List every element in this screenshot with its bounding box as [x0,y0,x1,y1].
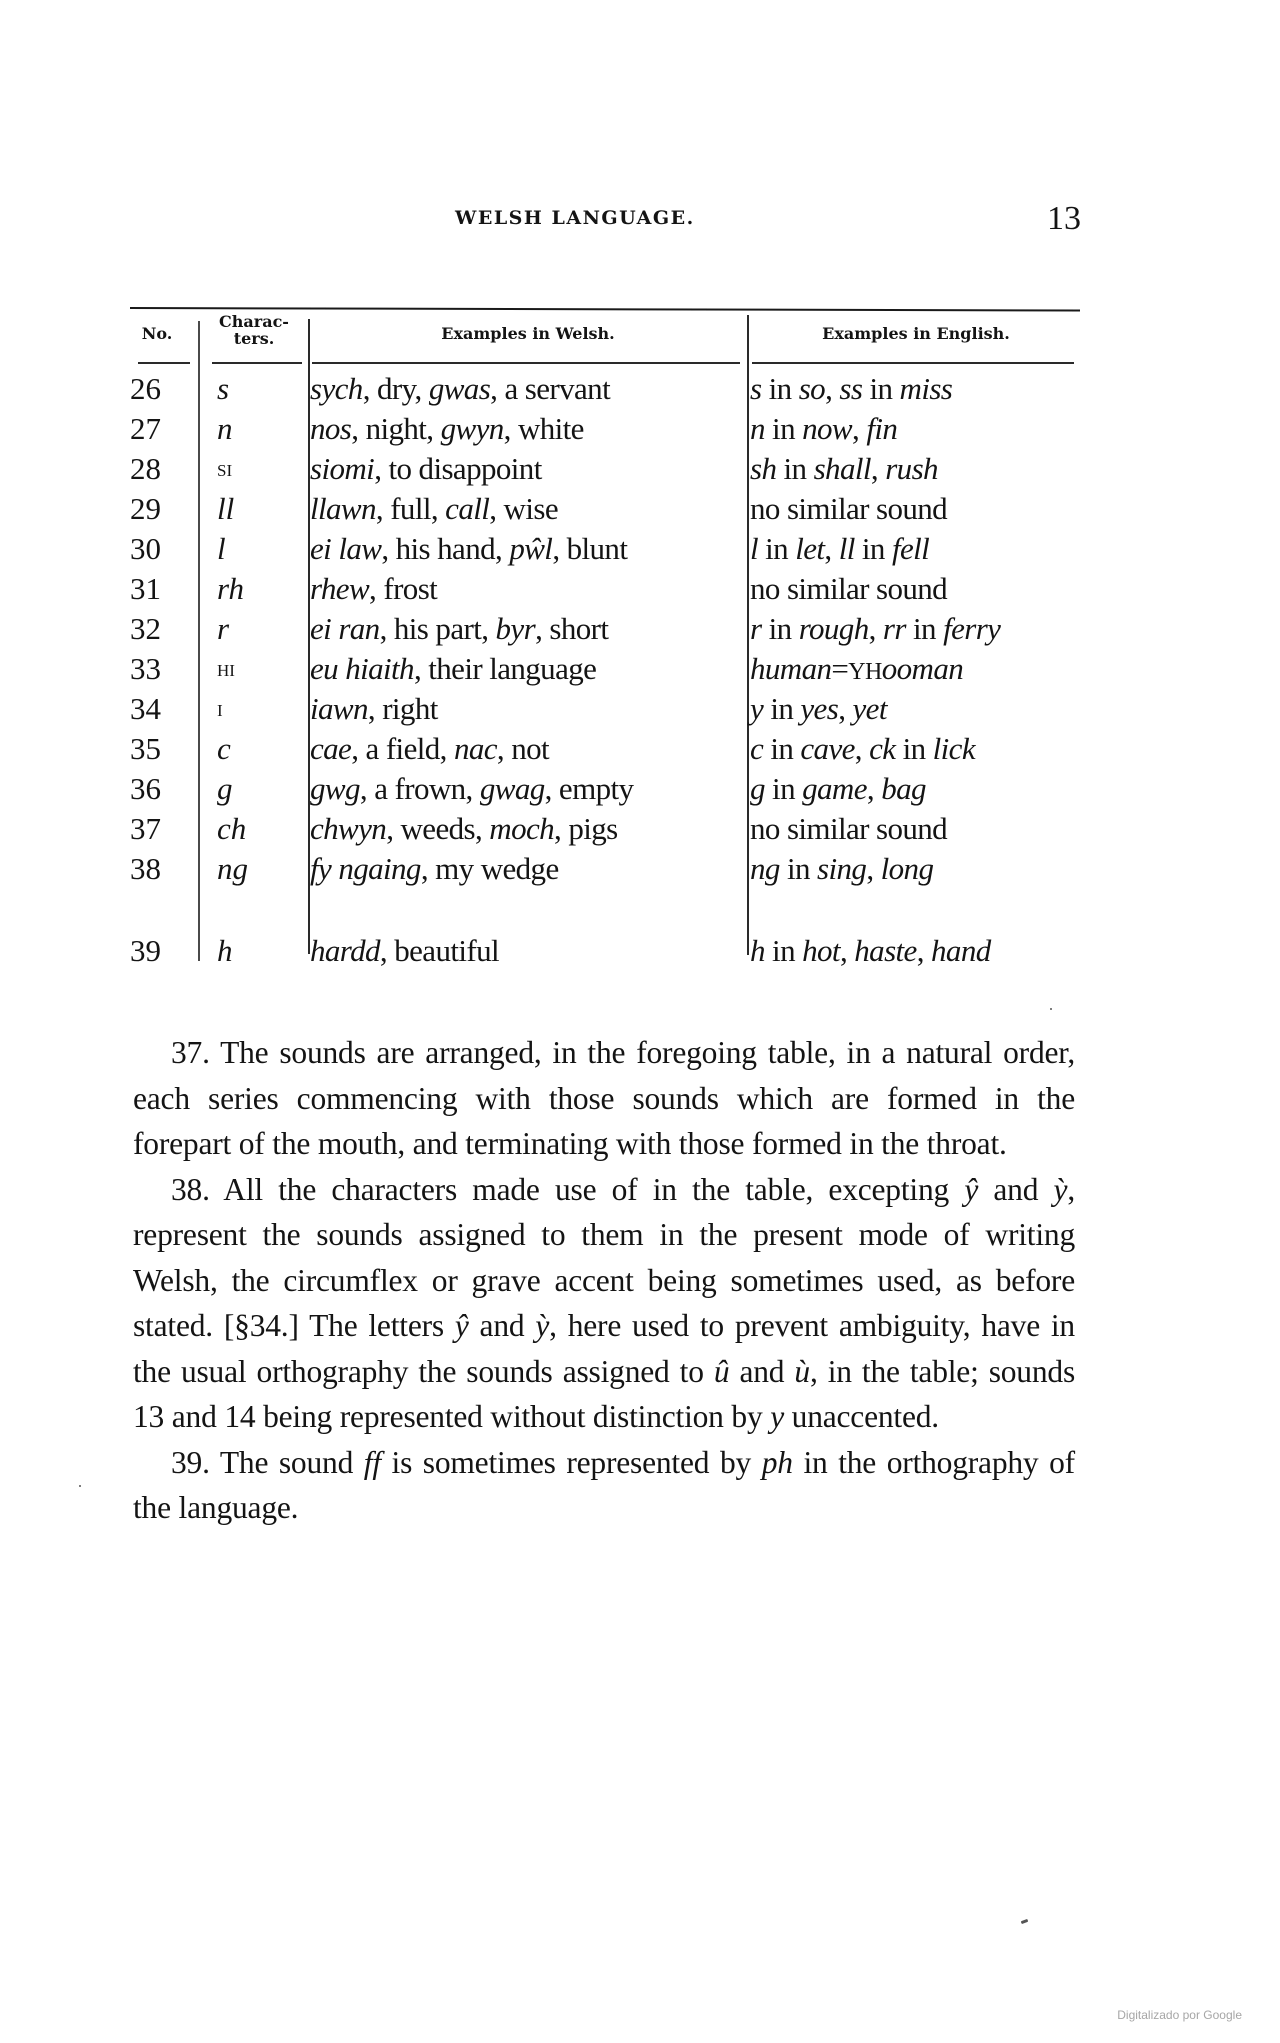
italic-run: ŷ [964,1171,979,1207]
italic-run: y [750,691,764,726]
welsh-example [310,449,742,489]
italic-run: gwg [310,771,360,806]
italic-run: fell [891,531,930,566]
english-example [750,409,1080,449]
italic-run: shall [813,451,871,486]
english-example [750,931,1080,971]
italic-run: byr [495,611,536,646]
text-run: , [824,531,839,566]
italic-run: long [880,851,934,886]
text-run: , [825,371,840,406]
character: r [217,611,230,646]
italic-run: ph [761,1444,793,1480]
italic-run: ff [363,1444,381,1480]
italic-run: miss [899,371,953,406]
table-row [130,809,1080,849]
text-run: unaccented. [783,1399,939,1434]
italic-run: ferry [943,611,1001,646]
text-run: , a field, [351,731,454,766]
scan-speck [1050,1008,1052,1010]
character: ll [217,491,235,526]
italic-run: gwag [479,771,545,806]
text-run: , my wedge [420,851,559,886]
welsh-example [310,649,742,689]
header-rule [312,362,740,364]
italic-run: human [750,651,832,686]
header-rule [138,362,190,364]
italic-run: haste [854,933,917,968]
text-run: in [763,731,801,766]
italic-run: cae [310,731,352,766]
text-run: , white [503,411,584,446]
english-example [750,809,1080,849]
text-run: 38. All the characters made use of in the table, excepting [171,1171,965,1207]
sound-number: 33 [130,651,161,686]
italic-run: ng [750,851,780,886]
text-run: , night, [351,411,441,446]
header-characters-line2: ters. [233,329,275,348]
sound-number: 30 [130,531,161,566]
table-row [130,769,1080,809]
table-row [130,409,1080,449]
character: rh [217,571,245,606]
scan-speck [1021,1919,1029,1924]
italic-run: rough [798,611,869,646]
italic-run: ei law [310,531,382,566]
text-run: , [866,851,881,886]
welsh-example [310,809,742,849]
italic-run: ooman [881,651,964,686]
italic-run: y [770,1399,784,1434]
table-row [130,689,1080,729]
text-run: , here used to prevent ambiguity, have in the usual orthography the sounds assigned to [133,1308,1075,1389]
text-run: in [761,371,799,406]
italic-run: g [750,771,765,806]
header-rule [212,362,302,364]
italic-run: lick [932,731,975,766]
paragraph [133,1167,1075,1440]
welsh-example [310,609,742,649]
text-run: and [729,1353,795,1389]
text-run: in [905,611,944,646]
english-example [750,609,1080,649]
sounds-table [130,307,1080,987]
italic-run: eu hiaith [310,651,414,686]
table-row [130,609,1080,649]
english-example [750,689,1080,729]
welsh-example [310,729,742,769]
text-run: in [764,933,803,968]
character: ch [217,811,247,846]
text-run: , beautiful [379,933,500,968]
text-run: , [916,933,932,968]
italic-run: pŵl [509,531,553,566]
text-run: , blunt [552,531,628,566]
italic-run: call [445,491,490,526]
character: h [217,933,233,968]
english-example [750,569,1080,609]
sound-number: 26 [130,371,161,406]
italic-run: yet [852,691,887,726]
italic-run: hot [802,933,840,968]
text-run: in [895,731,933,766]
welsh-example [310,689,742,729]
italic-run: sh [750,451,777,486]
text-run: in the orthography of the language. [133,1444,1075,1525]
header-characters-line1: Charac- [219,312,289,331]
italic-run: rhew [310,571,370,606]
english-example [750,369,1080,409]
text-run: , his part, [379,611,496,646]
sound-number: 34 [130,691,161,726]
text-run: in [758,531,796,566]
text-run: , in the table; sounds 13 and 14 being represented without distinction by [133,1353,1076,1434]
text-run: , [870,451,886,486]
text-run: , [838,691,853,726]
text-run: 37. The sounds are arranged, in the foregoing table, in a natural order, each series commencing with those sounds which are formed in the forepart of the mouth, and terminating with those formed in the throat. [133,1035,1075,1161]
table-row [130,849,1080,889]
character: si [217,456,233,482]
text-run: , right [367,691,438,726]
text-run: 39. The sound [171,1444,364,1480]
italic-run: cave [800,731,855,766]
header-english: Examples in English. [822,324,1010,343]
sound-number: 38 [130,851,161,886]
text-run: = [831,651,849,686]
italic-run: siomi [310,451,375,486]
sound-number: 35 [130,731,161,766]
text-run: in [764,411,803,446]
paragraph [133,1030,1075,1167]
table-top-rule [130,307,1080,311]
sound-number: 36 [130,771,161,806]
italic-run: h [750,933,765,968]
english-example [750,849,1080,889]
italic-run: l [750,531,759,566]
header-rule [752,362,1074,364]
text-run: in [779,851,818,886]
english-example [750,729,1080,769]
table-row [130,729,1080,769]
italic-run: n [750,411,765,446]
text-run: and [978,1171,1054,1207]
italic-run: c [750,731,764,766]
italic-run: r [750,611,762,646]
scan-speck [79,1485,81,1487]
table-row [130,649,1080,689]
italic-run: chwyn [310,811,387,846]
text-run: , wise [489,491,558,526]
italic-run: moch [489,811,555,846]
italic-run: llawn [310,491,376,526]
italic-run: now [802,411,853,446]
italic-run: fin [866,411,898,446]
italic-run: so [798,371,826,406]
italic-run: û [713,1353,730,1389]
text-run: is sometimes represented by [380,1444,762,1480]
italic-run: ss [839,371,863,406]
text-run: , his hand, [381,531,510,566]
text-run: , full, [375,491,446,526]
text-run: , frost [369,571,438,606]
text-run: in [764,771,803,806]
text-run: and [468,1308,536,1343]
italic-run: hardd [310,933,380,968]
page-number: 13 [1047,200,1081,237]
table-row [130,369,1080,409]
text-run: , [866,771,882,806]
text-run: , to disappoint [374,451,542,486]
welsh-example [310,489,742,529]
text-run: , not [496,731,550,766]
italic-run: rush [885,451,938,486]
text-run: , a frown, [359,771,480,806]
italic-run: nac [453,731,497,766]
italic-run: iawn [310,691,368,726]
welsh-example [310,569,742,609]
table-row [130,489,1080,529]
italic-run: gwyn [440,411,504,446]
italic-run: yes [800,691,839,726]
text-run: , [854,731,870,766]
header-welsh: Examples in Welsh. [441,324,615,343]
character: ng [217,851,248,886]
text-run: in [854,531,892,566]
character: c [217,731,231,766]
character: n [217,411,233,446]
sound-number: 29 [130,491,161,526]
sound-number: 37 [130,811,161,846]
italic-run: ỳ [1053,1171,1068,1207]
italic-run: let [795,531,825,566]
text-run: in [761,611,799,646]
character: l [217,531,226,566]
text-run: , pigs [554,811,618,846]
english-example [750,529,1080,569]
table-row [130,569,1080,609]
text-run: , short [535,611,609,646]
sound-number: 28 [130,451,161,486]
welsh-example [310,769,742,809]
sound-number: 32 [130,611,161,646]
header-no: No. [141,324,173,343]
italic-run: gwas [428,371,491,406]
character: i [217,696,223,722]
welsh-example [310,409,742,449]
text-run: in [763,691,801,726]
italic-run: ei ran [310,611,380,646]
italic-run: ŷ [454,1308,469,1343]
italic-run: game [802,771,867,806]
text-run: no similar sound [750,811,948,846]
scan-attribution: Digitalizado por Google [1117,2008,1242,2022]
italic-run: sych [310,371,363,406]
text-run: , [868,611,883,646]
character: hi [217,656,235,682]
italic-run: ll [838,531,855,566]
italic-run: bag [881,771,926,806]
italic-run: hand [931,933,991,968]
text-run: , dry, [362,371,429,406]
header-characters [202,313,306,347]
english-example [750,769,1080,809]
italic-run: sing [817,851,867,886]
italic-run: rr [882,611,906,646]
table-row [130,449,1080,489]
table-row [130,931,1080,971]
text-run: , [852,411,867,446]
text-run: , [839,933,855,968]
italic-run: ù [794,1353,810,1389]
english-example [750,449,1080,489]
text-run: in [776,451,814,486]
sound-number: 27 [130,411,161,446]
text-run: YH [848,659,882,685]
english-example [750,489,1080,529]
character: s [217,371,230,406]
text-run: no similar sound [750,491,948,526]
text-run: no similar sound [750,571,948,606]
italic-run: s [750,371,762,406]
table-row [130,529,1080,569]
italic-run: fy ngaing [310,851,421,886]
sound-number: 39 [130,933,161,968]
text-run: , weeds, [386,811,490,846]
text-run: , empty [544,771,634,806]
paragraph [133,1440,1075,1531]
italic-run: nos [310,411,352,446]
welsh-example [310,849,742,889]
running-head: WELSH LANGUAGE. [455,207,695,229]
text-run: , a servant [490,371,611,406]
welsh-example [310,369,742,409]
text-run: in [862,371,900,406]
english-example [750,649,1080,692]
character: g [217,771,233,806]
welsh-example [310,529,742,569]
text-run: , represent the sounds assigned to them in the present mode of writing Welsh, the circumflex or grave accent being sometimes used, as before stated. [§34.] The letters [133,1171,1075,1343]
body-text [133,1030,1075,1531]
sound-number: 31 [130,571,161,606]
text-run: , their language [413,651,597,686]
italic-run: ck [869,731,896,766]
welsh-example [310,931,742,971]
italic-run: ỳ [535,1308,550,1343]
